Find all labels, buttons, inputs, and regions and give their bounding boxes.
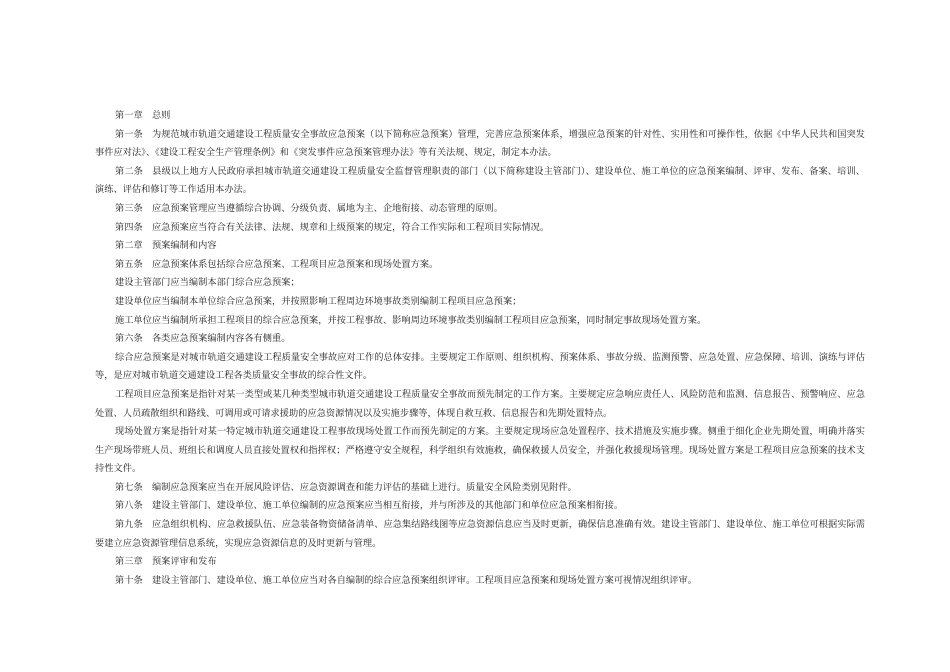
body-paragraph: 综合应急预案是对城市轨道交通建设工程质量安全事故应对工作的总体安排。主要规定工作原则、组织机构、预案体系、事故分级、监测预警、应急处置、应急保障、培训、演练与评估等，是应对城市轨道交通建设工程各类质量安全事故的综合性文件。 bbox=[95, 351, 865, 382]
article-paragraph: 第四条 应急预案应当符合有关法律、法规、规章和上级预案的规定，符合工作实际和工程项目实际情况。 bbox=[115, 221, 550, 233]
article-paragraph: 第五条 应急预案体系包括综合应急预案、工程项目应急预案和现场处置方案。 bbox=[115, 258, 439, 270]
article-paragraph: 第七条 编制应急预案应当在开展风险评估、应急资源调查和能力评估的基础上进行。质量安全风险类别见附件。 bbox=[115, 481, 577, 493]
article-paragraph: 第一条 为规范城市轨道交通建设工程质量安全事故应急预案（以下简称应急预案）管理，完善应急预案体系，增强应急预案的针对性、实用性和可操作性，依据《中华人民共和国突发事件应对法》、《建设工程安全生产管理条例》和《突发事件应急预案管理办法》等有关法规、规定，制定本办法。 bbox=[95, 128, 865, 159]
body-paragraph: 工程项目应急预案是指针对某一类型或某几种类型城市轨道交通建设工程质量安全事故而预先制定的工作方案。主要规定应急响应责任人、风险防范和监测、信息报告、预警响应、应急处置、人员疏散组织和路线、可调用或可请求援助的应急资源情况以及实施步骤等，体现自救互救、信息报告和先期处置特点。 bbox=[95, 388, 865, 419]
body-paragraph: 建设单位应当编制本单位综合应急预案，并按照影响工程周边环境事故类别编制工程项目应急预案； bbox=[115, 295, 522, 307]
document-body bbox=[95, 107, 865, 590]
chapter-heading: 第二章 预案编制和内容 bbox=[115, 240, 217, 252]
article-paragraph: 第十条 建设主管部门、建设单位、施工单位应当对各自编制的综合应急预案组织评审。工程项目应急预案和现场处置方案可视情况组织评审。 bbox=[115, 574, 697, 586]
article-paragraph: 第二条 县级以上地方人民政府承担城市轨道交通建设工程质量安全监督管理职责的部门（以下简称建设主管部门）、建设单位、施工单位的应急预案编制、评审、发布、备案、培训、演练、评估和修订等工作适用本办法。 bbox=[95, 165, 865, 196]
chapter-heading: 第三章 预案评审和发布 bbox=[115, 556, 217, 568]
article-paragraph: 第三条 应急预案管理应当遵循综合协调、分级负责、属地为主、企地衔接、动态管理的原则。 bbox=[115, 202, 503, 214]
article-paragraph: 第六条 各类应急预案编制内容各有侧重。 bbox=[115, 333, 291, 345]
body-paragraph: 建设主管部门应当编制本部门综合应急预案； bbox=[115, 277, 300, 289]
article-paragraph: 第九条 应急组织机构、应急救援队伍、应急装备物资储备清单、应急集结路线图等应急资源信息应当及时更新，确保信息准确有效。建设主管部门、建设单位、施工单位可根据实际需要建立应急资源管理信息系统，实现应急资源信息的及时更新与管理。 bbox=[95, 519, 865, 549]
chapter-heading: 第一章 总则 bbox=[115, 110, 171, 121]
article-paragraph: 第八条 建设主管部门、建设单位、施工单位编制的应急预案应当相互衔接，并与所涉及的其他部门和单位应急预案相衔接。 bbox=[115, 500, 624, 512]
body-paragraph: 现场处置方案是指针对某一特定城市轨道交通建设工程事故现场处置工作而预先制定的方案。主要规定现场应急处置程序、技术措施及实施步骤。侧重于细化企业先期处置，明确并落实生产现场带班人员、班组长和调度人员直接处置权和指挥权；严格遵守安全规程，科学组织有效施救，确保救援人员安全，并强化救援现场管理。现场处置方案是工程项目应急预案的技术支持性文件。 bbox=[95, 426, 865, 475]
body-paragraph: 施工单位应当编制所承担工程项目的综合应急预案，并按工程事故、影响周边环境事故类别编制工程项目应急预案，同时制定事故现场处置方案。 bbox=[115, 314, 707, 326]
